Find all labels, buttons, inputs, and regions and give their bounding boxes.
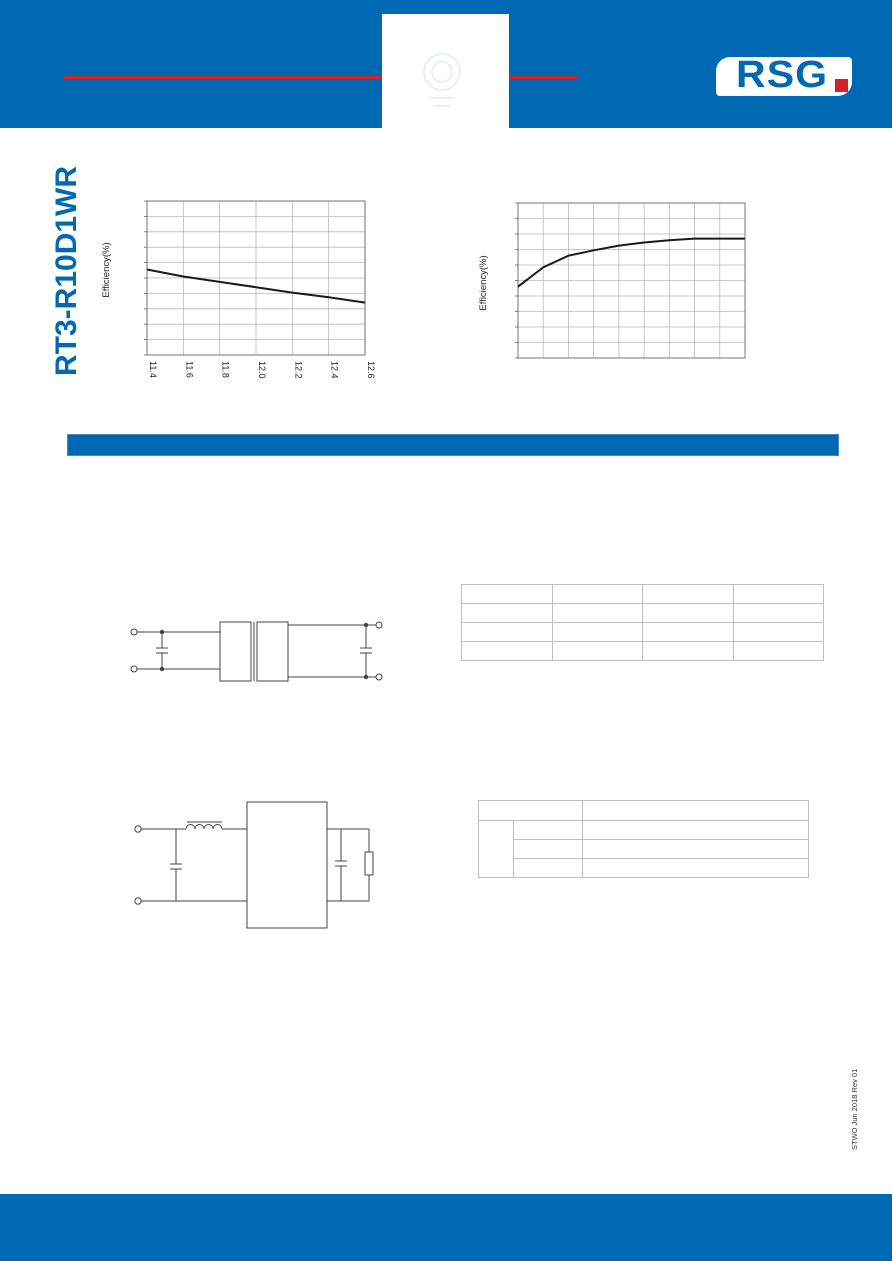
x-tick-label: 11.4 — [148, 361, 158, 378]
table-row — [462, 585, 824, 604]
output-positive-terminal — [376, 622, 382, 628]
header-rule-left — [64, 76, 382, 79]
table-row — [462, 642, 824, 661]
footer-band — [0, 1194, 892, 1261]
table-row — [462, 623, 824, 642]
grid-lines — [518, 203, 745, 358]
part-number: RT3-R10D1WR — [50, 165, 83, 376]
input-positive-terminal — [131, 629, 137, 635]
input-negative-terminal — [131, 666, 137, 672]
table-row — [462, 604, 824, 623]
table-row — [479, 801, 809, 821]
logo-dot — [835, 79, 848, 92]
y-axis-label: Efficiency(%) — [101, 242, 112, 298]
dc-dc-module-block — [247, 802, 327, 928]
y-axis-label: Efficiency(%) — [478, 255, 489, 311]
table-row — [479, 840, 809, 859]
table-row — [479, 821, 809, 840]
emc-component-table — [478, 800, 809, 878]
logo-text: RSG — [736, 54, 829, 96]
x-tick-label: 11.6 — [184, 361, 195, 378]
grid-lines — [147, 201, 365, 355]
section-header-bar — [67, 434, 839, 456]
watermark-seal-icon — [382, 14, 509, 128]
efficiency-vs-load-chart — [470, 190, 760, 380]
output-negative-terminal — [376, 674, 382, 680]
x-tick-label: 12.0 — [257, 361, 267, 379]
header-rule-right — [509, 76, 577, 79]
emc-input-positive-terminal — [135, 826, 141, 832]
capacitor-table — [461, 584, 824, 661]
recommended-circuit-diagram — [125, 615, 395, 695]
x-tick-label: 12.6 — [366, 361, 376, 379]
efficiency-vs-input-chart — [100, 190, 376, 410]
header-tab — [382, 14, 509, 128]
load-resistor-icon — [365, 852, 373, 875]
x-tick-label: 11.8 — [220, 361, 231, 378]
emc-circuit-diagram — [130, 800, 390, 940]
x-tick-label: 12.2 — [293, 361, 304, 379]
document-code: STWO Jun 2018 Rev 01 — [850, 1068, 859, 1150]
x-tick-label: 12.4 — [329, 361, 340, 379]
emc-input-negative-terminal — [135, 898, 141, 904]
converter-block-right — [257, 622, 288, 681]
converter-block-left — [220, 622, 251, 681]
inductor-icon — [186, 825, 222, 830]
table-row — [479, 859, 809, 878]
series-line — [518, 239, 745, 287]
